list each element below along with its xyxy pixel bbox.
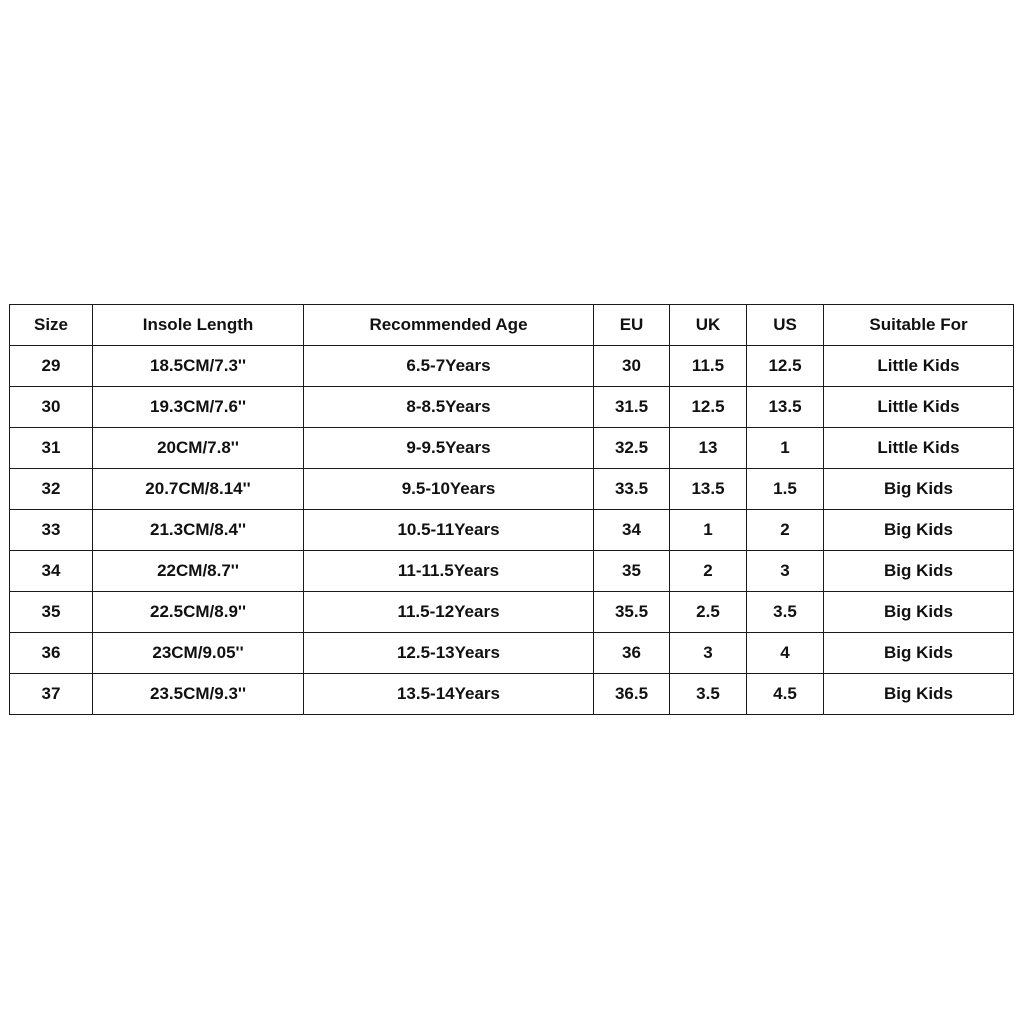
cell-insole-length: 22.5CM/8.9''	[93, 592, 304, 633]
header-suitable-for: Suitable For	[824, 305, 1014, 346]
header-size: Size	[10, 305, 93, 346]
table-row	[10, 346, 1014, 387]
cell-suitable-for: Big Kids	[824, 469, 1014, 510]
table-row	[10, 387, 1014, 428]
cell-insole-length: 18.5CM/7.3''	[93, 346, 304, 387]
size-chart-table	[9, 304, 1014, 715]
cell-suitable-for: Big Kids	[824, 674, 1014, 715]
cell-uk: 3.5	[670, 674, 747, 715]
cell-recommended-age: 11-11.5Years	[304, 551, 594, 592]
table-row	[10, 510, 1014, 551]
table-row	[10, 428, 1014, 469]
cell-size: 33	[10, 510, 93, 551]
cell-uk: 2	[670, 551, 747, 592]
cell-eu: 35.5	[594, 592, 670, 633]
cell-uk: 12.5	[670, 387, 747, 428]
cell-eu: 32.5	[594, 428, 670, 469]
cell-insole-length: 23.5CM/9.3''	[93, 674, 304, 715]
cell-recommended-age: 6.5-7Years	[304, 346, 594, 387]
cell-recommended-age: 11.5-12Years	[304, 592, 594, 633]
cell-size: 37	[10, 674, 93, 715]
cell-insole-length: 23CM/9.05''	[93, 633, 304, 674]
cell-suitable-for: Big Kids	[824, 551, 1014, 592]
cell-suitable-for: Big Kids	[824, 510, 1014, 551]
cell-size: 36	[10, 633, 93, 674]
cell-uk: 13	[670, 428, 747, 469]
cell-us: 1.5	[747, 469, 824, 510]
cell-eu: 30	[594, 346, 670, 387]
cell-eu: 36	[594, 633, 670, 674]
header-recommended-age: Recommended Age	[304, 305, 594, 346]
cell-eu: 35	[594, 551, 670, 592]
cell-us: 4.5	[747, 674, 824, 715]
table-row	[10, 633, 1014, 674]
cell-us: 3	[747, 551, 824, 592]
header-eu: EU	[594, 305, 670, 346]
cell-us: 12.5	[747, 346, 824, 387]
cell-recommended-age: 8-8.5Years	[304, 387, 594, 428]
cell-size: 35	[10, 592, 93, 633]
cell-eu: 31.5	[594, 387, 670, 428]
cell-suitable-for: Big Kids	[824, 592, 1014, 633]
table-row	[10, 674, 1014, 715]
cell-eu: 36.5	[594, 674, 670, 715]
cell-size: 29	[10, 346, 93, 387]
cell-us: 13.5	[747, 387, 824, 428]
cell-uk: 3	[670, 633, 747, 674]
cell-us: 4	[747, 633, 824, 674]
cell-size: 31	[10, 428, 93, 469]
header-row	[10, 305, 1014, 346]
cell-uk: 11.5	[670, 346, 747, 387]
cell-insole-length: 20CM/7.8''	[93, 428, 304, 469]
cell-recommended-age: 10.5-11Years	[304, 510, 594, 551]
table-row	[10, 469, 1014, 510]
cell-suitable-for: Big Kids	[824, 633, 1014, 674]
cell-us: 3.5	[747, 592, 824, 633]
cell-recommended-age: 12.5-13Years	[304, 633, 594, 674]
table-row	[10, 551, 1014, 592]
cell-suitable-for: Little Kids	[824, 346, 1014, 387]
cell-size: 30	[10, 387, 93, 428]
cell-eu: 33.5	[594, 469, 670, 510]
header-uk: UK	[670, 305, 747, 346]
header-insole-length: Insole Length	[93, 305, 304, 346]
cell-uk: 13.5	[670, 469, 747, 510]
cell-suitable-for: Little Kids	[824, 387, 1014, 428]
cell-uk: 2.5	[670, 592, 747, 633]
cell-size: 34	[10, 551, 93, 592]
cell-suitable-for: Little Kids	[824, 428, 1014, 469]
table-row	[10, 592, 1014, 633]
cell-insole-length: 20.7CM/8.14''	[93, 469, 304, 510]
cell-recommended-age: 9.5-10Years	[304, 469, 594, 510]
cell-uk: 1	[670, 510, 747, 551]
header-us: US	[747, 305, 824, 346]
cell-insole-length: 21.3CM/8.4''	[93, 510, 304, 551]
cell-insole-length: 22CM/8.7''	[93, 551, 304, 592]
cell-us: 1	[747, 428, 824, 469]
cell-size: 32	[10, 469, 93, 510]
cell-recommended-age: 9-9.5Years	[304, 428, 594, 469]
cell-us: 2	[747, 510, 824, 551]
cell-recommended-age: 13.5-14Years	[304, 674, 594, 715]
cell-eu: 34	[594, 510, 670, 551]
cell-insole-length: 19.3CM/7.6''	[93, 387, 304, 428]
